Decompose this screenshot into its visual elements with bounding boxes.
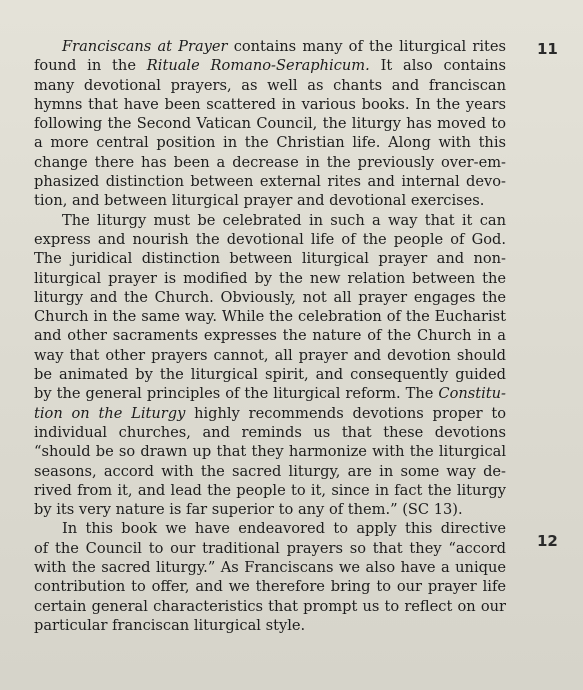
text-run: found in the [34,57,147,75]
text-run: The liturgy must be celebrated in such a way that it can [62,211,506,229]
text-run: individual churches, and reminds us that these devotions [34,423,506,441]
text-run: tion, and between liturgical prayer and devotional exercises. [34,192,485,210]
text-line [34,384,506,403]
text-line [34,539,506,558]
text-run: liturgical prayer is modified by the new relation between the [34,269,506,287]
margin-number-11: 11 [537,40,558,58]
text-line [34,249,506,268]
text-line [34,95,506,114]
text-line [34,307,506,326]
text-line [34,191,506,210]
text-run: highly recommends devotions proper to [185,404,506,422]
text-line [34,500,506,519]
text-run: It also contains [369,57,507,75]
text-line [34,346,506,365]
text-line [34,558,506,577]
text-line [34,616,506,635]
text-run: express and nourish the devotional life of the people of God. [34,230,506,248]
text-run: particular franciscan liturgical style. [34,616,306,634]
text-run: many devotional prayers, as well as chants and franciscan [34,76,506,94]
text-run: Church in the same way. While the celebration of the Eucharist [34,308,506,326]
text-run: liturgy and the Church. Obviously, not all prayer engages the [34,288,506,306]
text-line [34,133,506,152]
text-line [34,326,506,345]
text-line [34,153,506,172]
italic-text: Franciscans at Prayer [62,38,228,55]
text-line [34,597,506,616]
body-text [34,37,506,635]
text-line [34,365,506,384]
text-run: by the general principles of the liturgical reform. The [34,385,439,403]
text-run: seasons, accord with the sacred liturgy, are in some way de- [34,462,506,480]
text-run: rived from it, and lead the people to it, since in fact the liturgy [34,481,506,499]
text-line [34,37,506,56]
text-run: The juridical distinction between liturgical prayer and non- [34,250,506,268]
text-run: by its very nature is far superior to any of them.” (SC 13). [34,501,463,519]
text-run: certain general characteristics that prompt us to reflect on our [34,597,506,615]
text-run: “should be so drawn up that they harmonize with the liturgical [34,443,506,461]
text-line [34,269,506,288]
text-line [34,462,506,481]
text-line [34,442,506,461]
paragraph [34,211,506,520]
text-run: contains many of the liturgical rites [227,38,506,55]
text-run: and other sacraments expresses the nature of the Church in a [34,327,506,345]
italic-text: Constitu- [438,385,506,403]
text-line [34,577,506,596]
text-line [34,288,506,307]
text-line [34,211,506,230]
margin-number-12: 12 [537,532,558,550]
text-run: change there has been a decrease in the previously over-em- [34,153,506,171]
text-run: hymns that have been scattered in various books. In the years [34,95,506,113]
text-line [34,230,506,249]
text-run: of the Council to our traditional prayers so that they “accord [34,539,506,557]
text-line [34,172,506,191]
italic-text: Rituale Romano-Seraphicum. [146,57,370,75]
text-line [34,481,506,500]
text-line [34,519,506,538]
text-run: following the Second Vatican Council, the liturgy has moved to [34,115,506,133]
paragraph [34,519,506,635]
text-run: be animated by the liturgical spirit, and consequently guided [34,366,506,384]
text-run: with the sacred liturgy.” As Franciscans we also have a unique [34,559,506,577]
text-run: phasized distinction between external rites and internal devo- [34,173,506,191]
text-run: In this book we have endeavored to apply this directive [62,520,506,538]
text-line [34,56,506,75]
text-line [34,76,506,95]
text-run: way that other prayers cannot, all prayer and devotion should [34,346,506,364]
text-run: contribution to offer, and we therefore bring to our prayer life [34,578,506,596]
text-line [34,423,506,442]
italic-text: tion on the Liturgy [34,404,186,422]
paragraph [34,37,506,211]
text-line [34,404,506,423]
text-line [34,114,506,133]
text-run: a more central position in the Christian life. Along with this [34,134,506,152]
